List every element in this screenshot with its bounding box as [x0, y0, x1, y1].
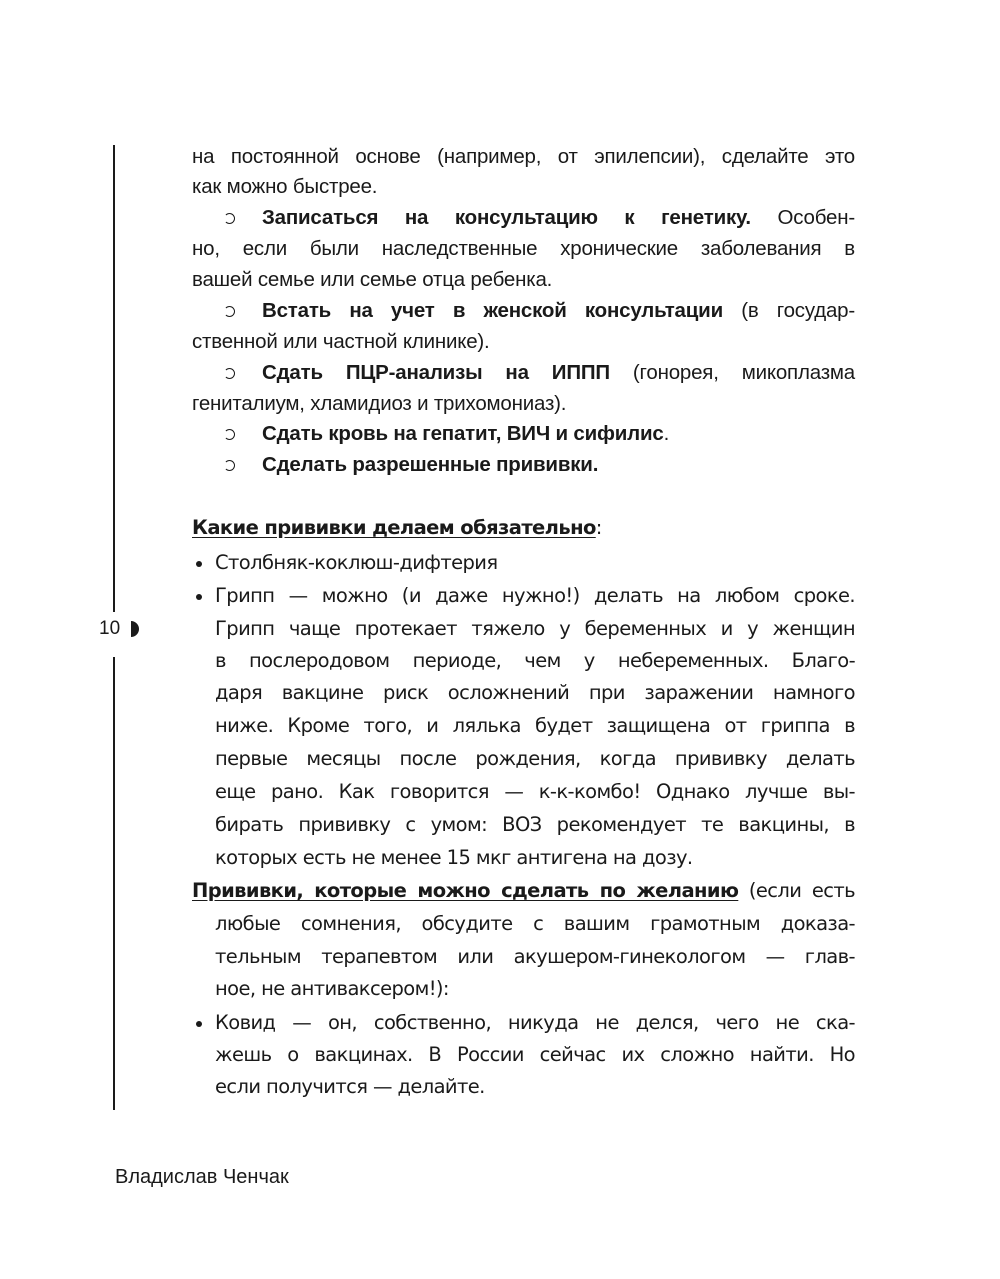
underlined-heading-text: Прививки, которые можно сделать по желанию — [192, 879, 739, 902]
list-item — [215, 581, 855, 611]
margin-rule-bottom — [113, 657, 115, 1110]
text: если получится — делайте. — [215, 1075, 485, 1098]
text-line — [215, 614, 855, 644]
text-line — [215, 744, 855, 774]
text-line — [215, 974, 855, 1004]
text-line — [215, 810, 855, 840]
list-item — [262, 450, 855, 480]
text: первые месяцы после рождения, когда прививку делать — [215, 747, 855, 770]
list-item — [262, 358, 855, 388]
text: (гонорея, микоплазма — [609, 361, 855, 384]
text-line — [215, 777, 855, 807]
text: гениталиум, хламидиоз и трихомониаз). — [192, 392, 567, 415]
text: Ковид — он, собственно, никуда не делся, чего не ска- — [215, 1011, 855, 1034]
text-line — [192, 234, 855, 264]
circle-bullet-icon — [224, 460, 235, 471]
list-item — [262, 296, 855, 326]
text: (если есть — [738, 879, 855, 902]
circle-bullet-icon — [224, 368, 235, 379]
circle-bullet-icon — [224, 429, 235, 440]
text: Грипп чаще протекает тяжело у беременных и у женщин — [215, 617, 855, 640]
text-line — [215, 1040, 855, 1070]
text: ственной или частной клинике). — [192, 330, 490, 353]
text-line — [215, 711, 855, 741]
text-line — [192, 142, 855, 172]
text: на постоянной основе (например, от эпилепсии), сделайте это — [192, 145, 855, 168]
text-line — [215, 646, 855, 676]
half-circle-marker-icon — [131, 621, 139, 637]
text: Грипп — можно (и даже нужно!) делать на любом сроке. — [215, 584, 855, 607]
circle-bullet-icon — [224, 213, 235, 224]
underlined-heading-text: Какие прививки делаем обязательно — [192, 516, 596, 539]
bullet-dot-icon — [196, 561, 202, 567]
section-heading — [192, 876, 855, 906]
bold-text: Сдать кровь на гепатит, ВИЧ и сифилис — [262, 422, 664, 445]
text: тельным терапевтом или акушером-гинекологом — глав- — [215, 945, 855, 968]
text: любые сомнения, обсудите с вашим грамотным доказа- — [215, 912, 855, 935]
text-line — [192, 327, 855, 357]
text: еще рано. Как говорится — к-к-комбо! Однако лучше вы- — [215, 780, 855, 803]
text-line — [192, 172, 855, 202]
text-line — [215, 942, 855, 972]
text: Особен- — [750, 206, 856, 229]
text: которых есть не менее 15 мкг антигена на дозу. — [215, 846, 693, 869]
text-line — [215, 843, 855, 873]
text-line — [215, 1072, 855, 1102]
list-item — [215, 548, 855, 578]
text: в послеродовом периоде, чем у небеременных. Благо- — [215, 649, 855, 672]
text: даря вакцине риск осложнений при заражении намного — [215, 681, 855, 704]
text: . — [663, 422, 670, 445]
bold-text: Встать на учет в женской консультации — [262, 299, 723, 322]
circle-bullet-icon — [224, 306, 235, 317]
text: как можно быстрее. — [192, 175, 378, 198]
text: : — [595, 516, 602, 539]
section-heading — [192, 513, 855, 543]
text: (в государ- — [722, 299, 855, 322]
text: но, если были наследственные хронические заболевания в — [192, 237, 855, 260]
footer-author: Владислав Ченчак — [115, 1166, 289, 1188]
list-item — [262, 203, 855, 233]
bold-text: Сделать разрешенные прививки. — [262, 453, 599, 476]
page-number: 10 — [99, 618, 121, 639]
text-line — [192, 265, 855, 295]
margin-rule-top — [113, 145, 115, 612]
list-item — [262, 419, 855, 449]
text-line — [215, 909, 855, 939]
bold-text: Записаться на консультацию к генетику. — [262, 206, 751, 229]
text: ниже. Кроме того, и лялька будет защищена от гриппа в — [215, 714, 855, 737]
list-item — [215, 1008, 855, 1038]
text: бирать прививку с умом: ВОЗ рекомендует те вакцины, в — [215, 813, 855, 836]
text: Столбняк-коклюш-дифтерия — [215, 551, 498, 574]
bullet-dot-icon — [196, 1021, 202, 1027]
bold-text: Сдать ПЦР-анализы на ИППП — [262, 361, 610, 384]
text: ное, не антиваксером!): — [215, 977, 449, 1000]
text-line — [215, 678, 855, 708]
text: жешь о вакцинах. В России сейчас их сложно найти. Но — [215, 1043, 855, 1066]
bullet-dot-icon — [196, 594, 202, 600]
text-line — [192, 389, 855, 419]
text: вашей семье или семье отца ребенка. — [192, 268, 553, 291]
